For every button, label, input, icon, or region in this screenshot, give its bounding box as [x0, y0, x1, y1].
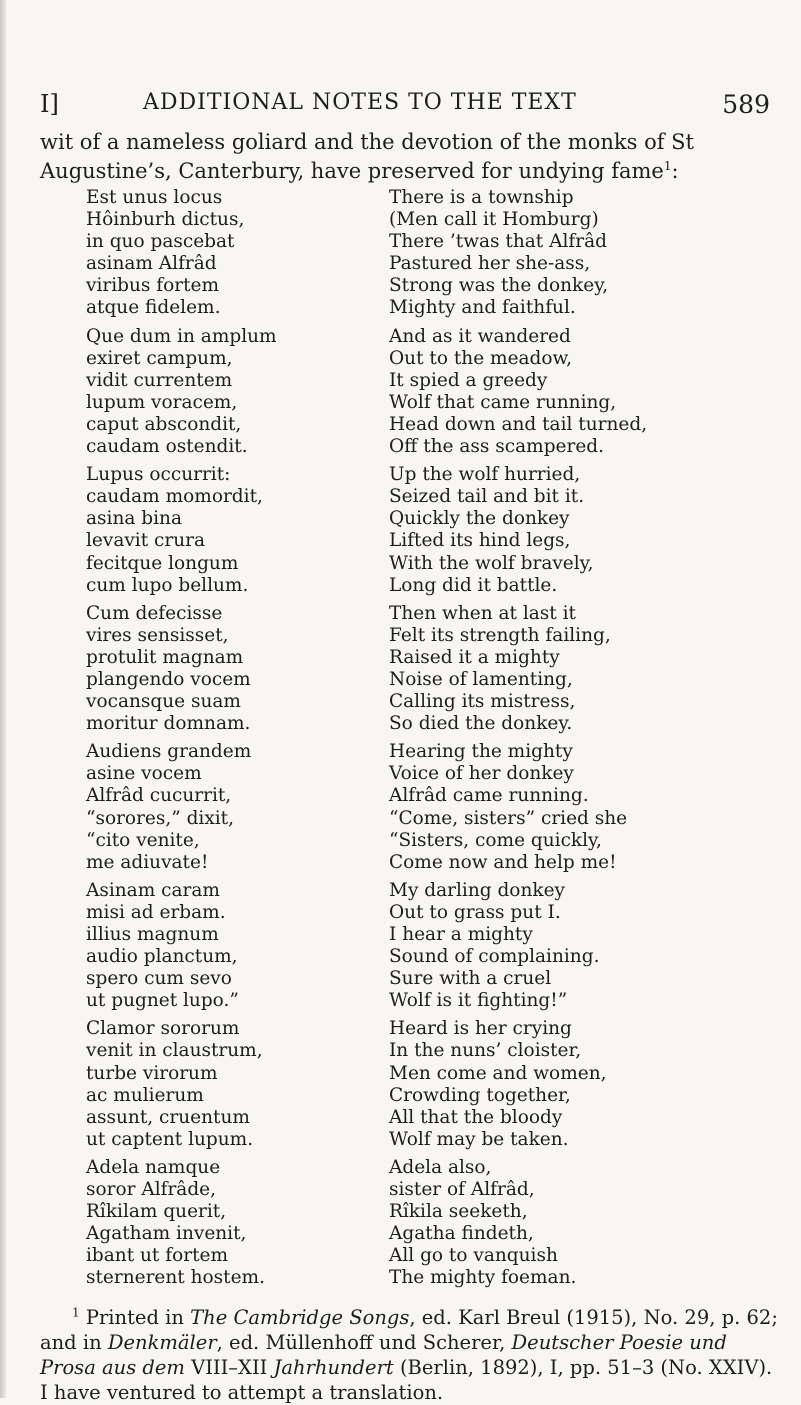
english-verse-line: There ’twas that Alfrâd [389, 231, 607, 253]
latin-verse-line: Lupus occurrit: [86, 464, 231, 486]
english-verse-line: Calling its mistress, [389, 691, 576, 713]
english-verse-line: “Sisters, come quickly, [389, 829, 602, 851]
latin-verse-line: Que dum in amplum [86, 325, 277, 347]
english-verse-line: Adela also, [389, 1156, 492, 1178]
latin-verse-line: “cito venite, [86, 829, 200, 851]
english-stanza [389, 880, 789, 1013]
english-translation-column [389, 187, 789, 1296]
latin-verse-line: protulit magnam [86, 646, 244, 668]
latin-stanza [86, 1157, 386, 1290]
english-verse-line: Come now and help me! [389, 851, 617, 873]
english-verse-line: Sure with a cruel [389, 968, 552, 990]
latin-verse-line: sternerent hostem. [86, 1267, 265, 1289]
english-verse-line: There is a township [389, 187, 574, 208]
english-stanza [389, 187, 789, 320]
english-verse-line: With the wolf bravely, [389, 552, 594, 574]
english-stanza [389, 464, 789, 597]
latin-verse-line: ibant ut fortem [86, 1245, 229, 1267]
english-stanza [389, 326, 789, 459]
latin-verse-line: me adiuvate! [86, 851, 209, 873]
latin-verse-line: Est unus locus [86, 187, 223, 208]
english-verse-line: Wolf may be taken. [389, 1128, 569, 1150]
english-verse-line: Raised it a mighty [389, 646, 560, 668]
latin-verse-line: Audiens grandem [86, 741, 252, 763]
footnote-title-denkmaler: Denkmäler [107, 1331, 217, 1354]
english-verse-line: Heard is her crying [389, 1018, 572, 1040]
english-verse-line: Wolf that came running, [389, 391, 617, 413]
english-verse-line: Pastured her she-ass, [389, 253, 591, 275]
english-verse-line: Out to the meadow, [389, 347, 573, 369]
footnote-text: (Berlin, 1892), I, pp. 51–3 (No. XXIV). I have ventured to attempt a translation. [40, 1356, 773, 1404]
english-stanza [389, 1018, 789, 1151]
english-verse-line: “Come, sisters” cried she [389, 807, 628, 829]
english-verse-line: Felt its strength failing, [389, 624, 611, 646]
latin-stanza [86, 1018, 386, 1151]
footnote-title-jahrhundert: Jahrhundert [273, 1356, 394, 1379]
footnote-title-deutscher-poesie: Deutscher Poesie und Prosa aus dem [40, 1331, 727, 1379]
latin-stanza [86, 187, 386, 320]
english-verse-line: Wolf is it fighting!” [389, 990, 568, 1012]
english-stanza [389, 603, 789, 736]
latin-verse-line: ac mulierum [86, 1084, 204, 1106]
english-verse-line: So died the donkey. [389, 713, 573, 735]
latin-verse-line: Agatham invenit, [86, 1223, 247, 1245]
latin-verse-line: vires sensisset, [86, 624, 229, 646]
latin-verse-line: turbe virorum [86, 1062, 218, 1084]
latin-verse-line: vidit currentem [86, 369, 233, 391]
english-verse-line: Agatha findeth, [389, 1223, 534, 1245]
latin-verse-line: soror Alfrâde, [86, 1179, 217, 1201]
english-verse-line: Then when at last it [389, 602, 576, 624]
latin-verse-line: vocansque suam [86, 691, 241, 713]
english-stanza [389, 1157, 789, 1290]
footnote-text: , ed. Müllenhoff und Scherer, [216, 1331, 512, 1354]
latin-verse-line: exiret campum, [86, 347, 233, 369]
english-verse-line: Out to grass put I. [389, 901, 561, 923]
latin-poem-column [86, 187, 386, 1296]
english-verse-line: Long did it battle. [389, 574, 558, 596]
english-verse-line: In the nuns’ cloister, [389, 1040, 582, 1062]
english-verse-line: All go to vanquish [389, 1245, 558, 1267]
latin-verse-line: moritur domnam. [86, 713, 251, 735]
latin-verse-line: asina bina [86, 508, 182, 530]
english-verse-line: Quickly the donkey [389, 508, 570, 530]
intro-paragraph [40, 128, 775, 185]
english-verse-line: I hear a mighty [389, 924, 533, 945]
latin-verse-line: levavit crura [86, 530, 206, 552]
footnote-text: Printed in [85, 1306, 191, 1329]
latin-verse-line: ut pugnet lupo.” [86, 990, 239, 1012]
english-verse-line: Strong was the donkey, [389, 275, 609, 297]
english-verse-line: Seized tail and bit it. [389, 486, 585, 508]
latin-verse-line: Clamor sororum [86, 1018, 240, 1040]
latin-stanza [86, 880, 386, 1013]
latin-verse-line: audio planctum, [86, 946, 238, 968]
english-verse-line: Crowding together, [389, 1084, 571, 1106]
footnote-text: , ed. Karl Breul (1915), No. 29, p. 62; and in [40, 1306, 778, 1354]
page-number: 589 [722, 90, 770, 119]
english-verse-line: Up the wolf hurried, [389, 464, 581, 486]
latin-verse-line: caudam momordit, [86, 486, 263, 508]
chapter-marker: I] [40, 90, 59, 118]
intro-colon: : [671, 158, 679, 183]
footnote [40, 1305, 780, 1405]
intro-text: wit of a nameless goliard and the devotion of the monks of St Augustine’s, Canterbury, have preserved for undying fame [40, 130, 694, 183]
page-gutter-shadow [0, 0, 6, 1398]
english-verse-line: Off the ass scampered. [389, 436, 604, 458]
latin-verse-line: Hôinburh dictus, [86, 209, 245, 231]
latin-verse-line: lupum voracem, [86, 391, 238, 413]
footnote-text: VIII–XII [184, 1356, 274, 1379]
latin-verse-line: illius magnum [86, 924, 219, 945]
latin-stanza [86, 464, 386, 597]
footnote-title-cambridge-songs: The Cambridge Songs [190, 1306, 410, 1329]
latin-verse-line: Alfrâd cucurrit, [86, 785, 232, 807]
english-verse-line: sister of Alfrâd, [389, 1179, 535, 1201]
footnote-mark: 1 [72, 1305, 80, 1320]
latin-verse-line: Adela namque [86, 1156, 221, 1178]
english-verse-line: Men come and women, [389, 1062, 607, 1084]
english-verse-line: The mighty foeman. [389, 1267, 577, 1289]
latin-verse-line: assunt, cruentum [86, 1106, 250, 1128]
english-verse-line: (Men call it Homburg) [389, 209, 599, 231]
english-verse-line: Noise of lamenting, [389, 668, 573, 690]
latin-verse-line: venit in claustrum, [86, 1040, 263, 1062]
latin-verse-line: in quo pascebat [86, 231, 235, 253]
english-verse-line: Head down and tail turned, [389, 413, 648, 435]
english-verse-line: Sound of complaining. [389, 946, 600, 968]
english-stanza [389, 741, 789, 874]
latin-verse-line: caudam ostendit. [86, 436, 248, 458]
running-title: ADDITIONAL NOTES TO THE TEXT [143, 90, 577, 115]
english-verse-line: All that the bloody [389, 1106, 563, 1128]
running-header [40, 90, 780, 126]
latin-verse-line: fecitque longum [86, 552, 239, 574]
latin-stanza [86, 326, 386, 459]
latin-verse-line: Rîkilam querit, [86, 1201, 227, 1223]
latin-verse-line: cum lupo bellum. [86, 574, 249, 596]
english-verse-line: And as it wandered [389, 325, 571, 347]
latin-verse-line: plangendo vocem [86, 668, 251, 690]
latin-verse-line: misi ad erbam. [86, 901, 226, 923]
english-verse-line: Alfrâd came running. [389, 785, 589, 807]
english-verse-line: My darling donkey [389, 879, 565, 901]
latin-stanza [86, 603, 386, 736]
english-verse-line: Hearing the mighty [389, 741, 573, 763]
english-verse-line: Voice of her donkey [389, 763, 574, 785]
english-verse-line: It spied a greedy [389, 369, 548, 391]
english-verse-line: Rîkila seeketh, [389, 1201, 528, 1223]
latin-verse-line: “sorores,” dixit, [86, 807, 234, 829]
latin-verse-line: asinam Alfrâd [86, 253, 217, 275]
latin-verse-line: spero cum sevo [86, 968, 232, 990]
latin-verse-line: Asinam caram [86, 879, 220, 901]
latin-verse-line: viribus fortem [86, 275, 220, 297]
english-verse-line: Lifted its hind legs, [389, 530, 571, 552]
latin-verse-line: Cum defecisse [86, 602, 223, 624]
latin-stanza [86, 741, 386, 874]
latin-verse-line: caput abscondit, [86, 413, 242, 435]
latin-verse-line: asine vocem [86, 763, 202, 785]
footnote-reference: 1 [663, 158, 672, 173]
latin-verse-line: atque fidelem. [86, 297, 221, 319]
english-verse-line: Mighty and faithful. [389, 297, 576, 319]
latin-verse-line: ut captent lupum. [86, 1128, 254, 1150]
